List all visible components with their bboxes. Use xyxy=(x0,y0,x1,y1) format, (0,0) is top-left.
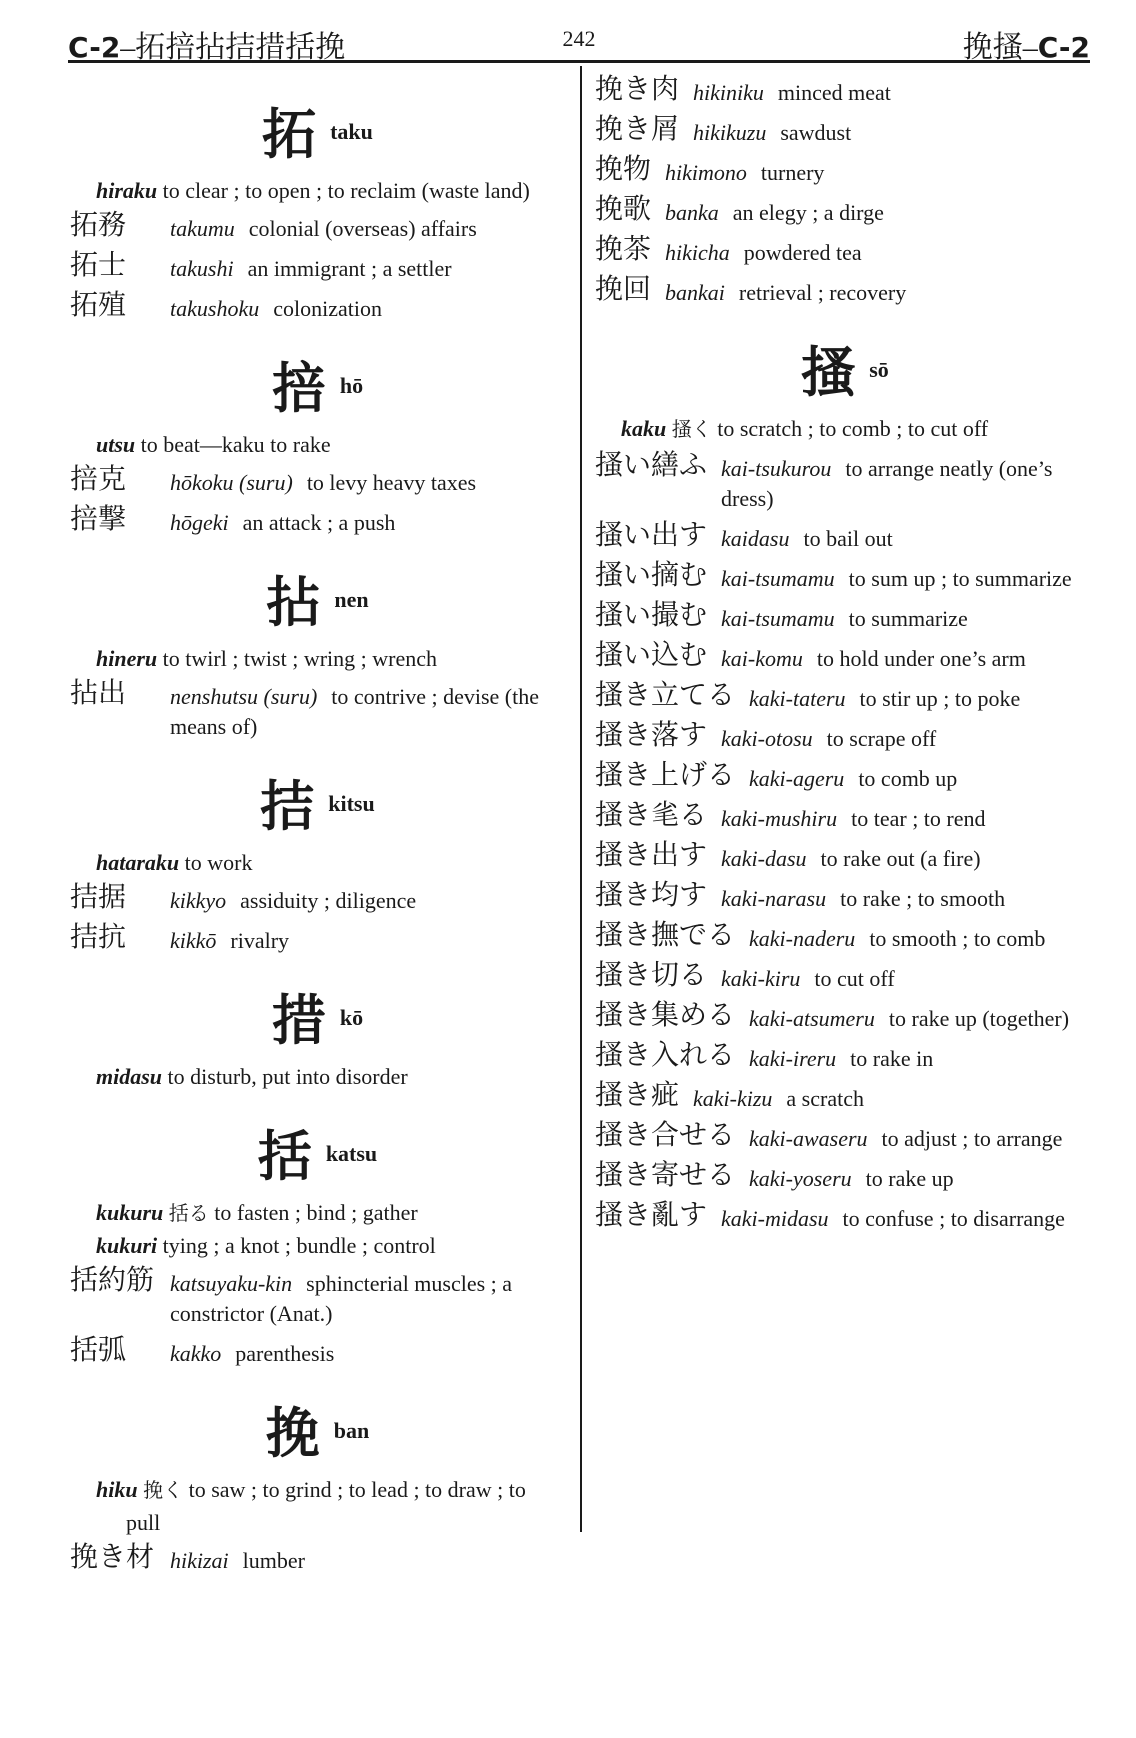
entry-gloss: parenthesis xyxy=(235,1341,335,1366)
entry-romaji: takumu xyxy=(170,216,235,241)
entry-word: 搔き合せる xyxy=(595,1118,736,1151)
entry-definition xyxy=(665,194,1095,228)
kun-gloss: to work xyxy=(184,850,253,875)
entry-gloss: to sum up ; to summarize xyxy=(848,566,1072,591)
entry-gloss: to stir up ; to poke xyxy=(859,686,1021,711)
entry-gloss: assiduity ; diligence xyxy=(240,888,417,913)
entry-gloss: minced meat xyxy=(777,80,891,105)
dictionary-entry xyxy=(595,640,1095,674)
kun-reading-line xyxy=(70,847,565,878)
kun-reading-line xyxy=(70,429,565,460)
entry-definition xyxy=(170,882,565,916)
entry-romaji: kaki-dasu xyxy=(721,846,807,871)
entry-romaji: kikkyo xyxy=(170,888,227,913)
kun-gloss: to clear ; to open ; to reclaim (waste land) xyxy=(162,178,530,203)
entry-romaji: kaki-atsumeru xyxy=(749,1006,875,1031)
entry-romaji: kai-tsumamu xyxy=(721,566,835,591)
entry-gloss: to summarize xyxy=(848,606,968,631)
entry-word: 搔き入れる xyxy=(595,1038,736,1071)
dictionary-entry xyxy=(595,920,1095,954)
kun-word: kukuri xyxy=(96,1233,158,1258)
entry-word: 掊撃 xyxy=(70,502,127,535)
headword-reading: sō xyxy=(869,357,889,382)
dictionary-entry xyxy=(70,922,565,956)
dictionary-entry xyxy=(595,560,1095,594)
entry-romaji: kaki-mushiru xyxy=(721,806,838,831)
entry-romaji: kaki-narasu xyxy=(721,886,827,911)
headword-block xyxy=(70,764,565,841)
headword-kanji: 括 xyxy=(257,1125,312,1188)
entry-definition xyxy=(693,114,1095,148)
headword-kanji: 挽 xyxy=(265,1402,320,1465)
entry-romaji: hikiniku xyxy=(693,80,764,105)
kun-inline-kanji: 括る xyxy=(168,1203,209,1225)
entry-gloss: to rake in xyxy=(850,1046,934,1071)
entry-definition xyxy=(170,922,565,956)
dictionary-entry xyxy=(70,1265,565,1329)
entry-gloss: a scratch xyxy=(786,1086,864,1111)
entry-gloss: to levy heavy taxes xyxy=(306,470,477,495)
dictionary-entry xyxy=(70,464,565,498)
headword-reading: kitsu xyxy=(328,791,375,816)
header-left-kanji: –拓掊拈拮措括挽 xyxy=(120,31,346,64)
entry-gloss: turnery xyxy=(760,160,825,185)
entry-word: 搔き立てる xyxy=(595,678,736,711)
entry-gloss: an elegy ; a dirge xyxy=(732,200,884,225)
kun-word: hataraku xyxy=(96,850,180,875)
entry-gloss: retrieval ; recovery xyxy=(738,280,907,305)
dictionary-entry xyxy=(70,210,565,244)
entry-word: 括弧 xyxy=(70,1333,127,1366)
dictionary-entry xyxy=(595,74,1095,108)
entry-romaji: kaki-kiru xyxy=(721,966,801,991)
entry-definition xyxy=(693,1080,1095,1114)
entry-romaji: hikimono xyxy=(665,160,747,185)
entry-definition xyxy=(170,1265,565,1329)
entry-romaji: bankai xyxy=(665,280,725,305)
entry-word: 搔き上げる xyxy=(595,758,736,791)
entry-romaji: takushi xyxy=(170,256,234,281)
entry-word: 拓殖 xyxy=(70,288,127,321)
dictionary-entry xyxy=(595,880,1095,914)
dictionary-entry xyxy=(70,1335,565,1369)
entry-gloss: colonization xyxy=(273,296,382,321)
headword-block xyxy=(70,978,565,1055)
entry-word: 搔き出す xyxy=(595,838,708,871)
entry-word: 拓士 xyxy=(70,248,127,281)
entry-gloss: rivalry xyxy=(230,928,290,953)
entry-definition xyxy=(749,920,1095,954)
header-right xyxy=(963,22,1090,66)
headword-reading: nen xyxy=(334,587,369,612)
entry-word: 搔い繕ふ xyxy=(595,448,708,481)
headword-reading: hō xyxy=(339,373,364,398)
entry-gloss: sawdust xyxy=(780,120,852,145)
kun-word: hiku xyxy=(96,1477,138,1502)
entry-romaji: kaki-ageru xyxy=(749,766,845,791)
entry-gloss: an attack ; a push xyxy=(242,510,396,535)
entry-romaji: kaki-naderu xyxy=(749,926,856,951)
headword-kanji: 拓 xyxy=(262,103,317,166)
entry-word: 搔き切る xyxy=(595,958,708,991)
dictionary-entry xyxy=(595,520,1095,554)
entry-word: 搔い撮む xyxy=(595,598,708,631)
entry-definition xyxy=(721,800,1095,834)
dictionary-entry xyxy=(595,1000,1095,1034)
entry-romaji: kaidasu xyxy=(721,526,790,551)
entry-word: 搔き撫でる xyxy=(595,918,736,951)
column-divider xyxy=(580,66,582,1532)
entry-gloss: to adjust ; to arrange xyxy=(881,1126,1063,1151)
entry-gloss: to arrange neatly (one’s dress) xyxy=(721,456,1053,511)
headword-kanji: 拮 xyxy=(260,775,315,838)
entry-word: 括約筋 xyxy=(70,1263,155,1296)
entry-romaji: banka xyxy=(665,200,719,225)
entry-definition xyxy=(721,960,1095,994)
kun-reading-line xyxy=(70,1230,565,1261)
entry-gloss: to rake up xyxy=(865,1166,954,1191)
entry-definition xyxy=(749,1000,1095,1034)
entry-word: 搔き均す xyxy=(595,878,708,911)
dictionary-entry xyxy=(70,504,565,538)
entry-romaji: hikicha xyxy=(665,240,730,265)
headword-block xyxy=(70,92,565,169)
kun-gloss: to scratch ; to comb ; to cut off xyxy=(717,416,989,441)
entry-romaji: kikkō xyxy=(170,928,217,953)
entry-definition xyxy=(170,1542,565,1576)
kun-word: midasu xyxy=(96,1064,163,1089)
dictionary-entry xyxy=(595,600,1095,634)
dictionary-entry xyxy=(595,1080,1095,1114)
dictionary-entry xyxy=(595,840,1095,874)
dictionary-entry xyxy=(595,274,1095,308)
entry-word: 搔い摘む xyxy=(595,558,708,591)
entry-word: 搔い出す xyxy=(595,518,708,551)
dictionary-entry xyxy=(595,450,1095,514)
dictionary-entry xyxy=(595,1040,1095,1074)
entry-gloss: sphincterial muscles ; a constrictor (Anat.) xyxy=(170,1271,513,1326)
page-header xyxy=(68,18,1090,63)
entry-gloss: lumber xyxy=(242,1548,305,1573)
entry-definition xyxy=(721,640,1095,674)
entry-word: 拓務 xyxy=(70,208,127,241)
headword-kanji: 掊 xyxy=(271,357,326,420)
entry-word: 挽歌 xyxy=(595,192,652,225)
entry-gloss: powdered tea xyxy=(743,240,862,265)
entry-romaji: katsuyaku-kin xyxy=(170,1271,293,1296)
entry-gloss: to smooth ; to comb xyxy=(869,926,1046,951)
header-right-kanji: 挽搔– xyxy=(962,31,1038,64)
headword-kanji: 拈 xyxy=(266,571,321,634)
entry-romaji: hikikuzu xyxy=(693,120,767,145)
entry-romaji: hōkoku (suru) xyxy=(170,470,293,495)
entry-definition xyxy=(170,504,565,538)
entry-definition xyxy=(170,210,565,244)
left-column xyxy=(70,70,565,1582)
entry-romaji: kaki-kizu xyxy=(693,1086,773,1111)
kun-gloss: to fasten ; bind ; gather xyxy=(214,1200,418,1225)
entry-word: 搔き疵 xyxy=(595,1078,680,1111)
entry-romaji: takushoku xyxy=(170,296,260,321)
entry-gloss: to hold under one’s arm xyxy=(816,646,1026,671)
entry-gloss: to contrive ; devise (the means of) xyxy=(170,684,539,739)
dictionary-entry xyxy=(595,194,1095,228)
entry-gloss: to cut off xyxy=(814,966,895,991)
entry-definition xyxy=(665,234,1095,268)
kun-gloss: to saw ; to grind ; to lead ; to draw ; to pull xyxy=(126,1477,526,1535)
entry-gloss: to confuse ; to disarrange xyxy=(842,1206,1065,1231)
entry-word: 挽物 xyxy=(595,152,652,185)
entry-word: 挽き材 xyxy=(70,1540,155,1573)
entry-word: 搔き寄せる xyxy=(595,1158,736,1191)
kun-word: hineru xyxy=(96,646,158,671)
entry-definition xyxy=(170,250,565,284)
dictionary-entry xyxy=(595,1200,1095,1234)
entry-definition xyxy=(749,760,1095,794)
entry-gloss: to rake out (a fire) xyxy=(820,846,981,871)
entry-word: 搔き落す xyxy=(595,718,708,751)
dictionary-entry xyxy=(595,1120,1095,1154)
kun-reading-line xyxy=(70,1474,565,1538)
headword-kanji: 措 xyxy=(271,989,326,1052)
headword-block xyxy=(70,1114,565,1191)
dictionary-entry xyxy=(595,960,1095,994)
entry-word: 拈出 xyxy=(70,676,127,709)
dictionary-entry xyxy=(595,154,1095,188)
kun-reading-line xyxy=(70,175,565,206)
entry-gloss: to rake ; to smooth xyxy=(840,886,1006,911)
headword-reading: ban xyxy=(333,1418,370,1443)
headword-block xyxy=(70,1391,565,1468)
kun-word: kaku xyxy=(621,416,667,441)
entry-romaji: nenshutsu (suru) xyxy=(170,684,318,709)
kun-gloss: tying ; a knot ; bundle ; control xyxy=(162,1233,436,1258)
entry-romaji: kai-tsumamu xyxy=(721,606,835,631)
dictionary-entry xyxy=(595,1160,1095,1194)
entry-definition xyxy=(749,680,1095,714)
entry-word: 搔き集める xyxy=(595,998,736,1031)
kun-gloss: to beat—kaku to rake xyxy=(140,432,331,457)
entry-word: 挽き肉 xyxy=(595,72,680,105)
page-number: 242 xyxy=(562,26,596,51)
dictionary-entry xyxy=(595,114,1095,148)
entry-definition xyxy=(749,1040,1095,1074)
entry-definition xyxy=(721,840,1095,874)
section-code-left: C-2 xyxy=(68,31,121,64)
dictionary-entry xyxy=(70,678,565,742)
kun-word: kukuru xyxy=(96,1200,164,1225)
section-code-right: C-2 xyxy=(1037,31,1090,64)
entry-definition xyxy=(749,1120,1095,1154)
kun-reading-line xyxy=(595,413,1095,446)
entry-word: 挽茶 xyxy=(595,232,652,265)
entry-gloss: an immigrant ; a settler xyxy=(247,256,452,281)
dictionary-entry xyxy=(595,234,1095,268)
entry-word: 拮抗 xyxy=(70,920,127,953)
headword-block xyxy=(70,560,565,637)
headword-block xyxy=(70,346,565,423)
entry-gloss: colonial (overseas) affairs xyxy=(248,216,477,241)
kun-word: utsu xyxy=(96,432,136,457)
entry-word: 挽き屑 xyxy=(595,112,680,145)
kun-inline-kanji: 挽く xyxy=(143,1480,184,1502)
entry-word: 掊克 xyxy=(70,462,127,495)
entry-definition xyxy=(721,560,1095,594)
dictionary-entry xyxy=(70,290,565,324)
entry-word: 搔き亂す xyxy=(595,1198,708,1231)
entry-definition xyxy=(721,450,1095,514)
headword-block xyxy=(595,330,1095,407)
dictionary-entry xyxy=(595,760,1095,794)
dictionary-entry xyxy=(70,1542,565,1576)
entry-romaji: kaki-otosu xyxy=(721,726,813,751)
entry-romaji: kaki-tateru xyxy=(749,686,846,711)
kun-reading-line xyxy=(70,643,565,674)
entry-definition xyxy=(170,678,565,742)
entry-gloss: to rake up (together) xyxy=(888,1006,1070,1031)
kun-reading-line xyxy=(70,1197,565,1230)
entry-definition xyxy=(665,154,1095,188)
right-column xyxy=(595,70,1095,1240)
dictionary-entry xyxy=(70,250,565,284)
entry-romaji: kaki-yoseru xyxy=(749,1166,852,1191)
headword-reading: katsu xyxy=(325,1141,378,1166)
entry-word: 搔い込む xyxy=(595,638,708,671)
entry-word: 拮据 xyxy=(70,880,127,913)
headword-kanji: 搔 xyxy=(801,341,856,404)
entry-romaji: kai-komu xyxy=(721,646,803,671)
entry-definition xyxy=(665,274,1095,308)
entry-definition xyxy=(749,1160,1095,1194)
entry-definition xyxy=(721,520,1095,554)
kun-word: hiraku xyxy=(96,178,158,203)
entry-romaji: kaki-awaseru xyxy=(749,1126,868,1151)
entry-romaji: hikizai xyxy=(170,1548,229,1573)
entry-definition xyxy=(170,464,565,498)
entry-romaji: kai-tsukurou xyxy=(721,456,832,481)
entry-definition xyxy=(170,1335,565,1369)
headword-reading: kō xyxy=(339,1005,364,1030)
entry-definition xyxy=(693,74,1095,108)
kun-gloss: to twirl ; twist ; wring ; wrench xyxy=(162,646,438,671)
dictionary-entry xyxy=(595,800,1095,834)
entry-definition xyxy=(170,290,565,324)
dictionary-entry xyxy=(595,720,1095,754)
entry-romaji: kaki-ireru xyxy=(749,1046,837,1071)
kun-gloss: to disturb, put into disorder xyxy=(167,1064,408,1089)
entry-definition xyxy=(721,720,1095,754)
entry-gloss: to comb up xyxy=(858,766,958,791)
headword-reading: taku xyxy=(330,119,373,144)
kun-inline-kanji: 搔く xyxy=(671,419,712,441)
dictionary-entry xyxy=(70,882,565,916)
entry-gloss: to tear ; to rend xyxy=(851,806,986,831)
entry-word: 挽回 xyxy=(595,272,652,305)
entry-definition xyxy=(721,600,1095,634)
dictionary-entry xyxy=(595,680,1095,714)
entry-romaji: kakko xyxy=(170,1341,222,1366)
entry-word: 搔き毟る xyxy=(595,798,708,831)
entry-definition xyxy=(721,1200,1095,1234)
kun-reading-line xyxy=(70,1061,565,1092)
entry-gloss: to bail out xyxy=(803,526,893,551)
entry-gloss: to scrape off xyxy=(826,726,937,751)
entry-romaji: kaki-midasu xyxy=(721,1206,829,1231)
entry-definition xyxy=(721,880,1095,914)
entry-romaji: hōgeki xyxy=(170,510,229,535)
